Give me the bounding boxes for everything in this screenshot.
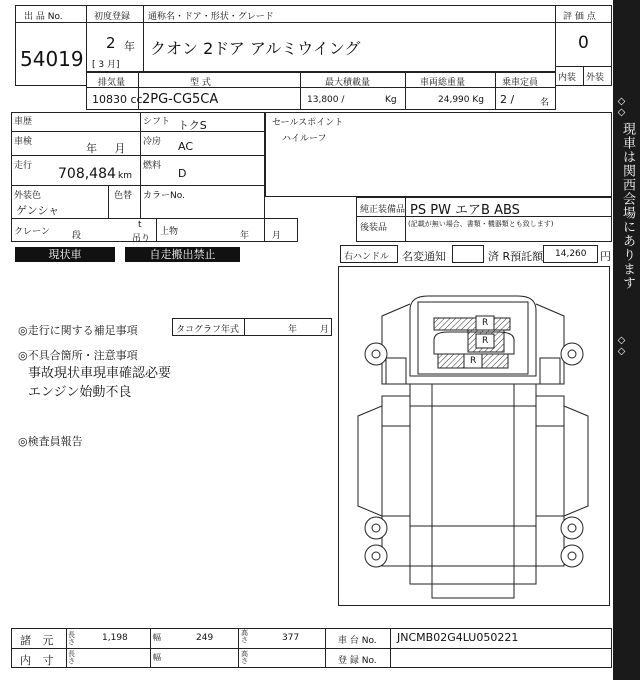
gross-weight-label: 車両総重量 [420, 78, 466, 88]
venue-notice: 現車は関西会場にあります [620, 122, 635, 290]
ext-color-value: ゲンシャ [16, 204, 60, 217]
aircon-label: 冷房 [143, 137, 162, 147]
yen-label: 円 [600, 250, 611, 263]
max-load-label: 最大積載量 [325, 78, 371, 88]
length-label: 長さ [68, 631, 75, 646]
genuine-value: PS PW エアB ABS [410, 203, 520, 218]
inner-dims-label: 内 寸 [20, 654, 54, 667]
genuine-label: 純正装備品 [360, 205, 406, 215]
height-value: 377 [282, 633, 300, 643]
displacement-value: 10830 cc [92, 93, 143, 106]
defect-1: 事故現状車現車確認必要 [28, 366, 172, 381]
max-load-value: 13,800 / [307, 95, 345, 105]
width-label: 幅 [153, 633, 161, 642]
shift-value: トクS [178, 119, 207, 132]
right-hand-label: 右ハンドル [344, 252, 390, 262]
gross-weight-value: 24,990 Kg [438, 95, 484, 105]
damage-mark-r-2: R [482, 336, 489, 346]
driving-notes-label: ◎走行に関する補足事項 [18, 324, 138, 337]
inspection-label: 車検 [14, 137, 33, 147]
dims-label: 諸 元 [20, 634, 54, 647]
inner-height-label: 高さ [241, 650, 248, 665]
fuel-value: D [178, 167, 187, 180]
chassis-label: 車 台 No. [338, 636, 377, 646]
current-car-label: 現状車 [15, 247, 115, 262]
model-value: 2PG-CG5CA [142, 92, 219, 107]
rating-label: 評 価 点 [563, 12, 596, 22]
year-unit: 年 [124, 40, 135, 53]
defect-2: エンジン始動不良 [28, 385, 132, 400]
lot-label: 出 品 No. [24, 12, 63, 22]
name-label: 通称名・ドア・形状・グレード [148, 12, 274, 22]
mileage-unit: km [118, 171, 132, 181]
upper-ym: 年 月 [240, 231, 281, 241]
color-code-label: カラーNo. [143, 191, 185, 201]
reg-no-label: 登 録 No. [338, 656, 377, 666]
rating-value: 0 [578, 33, 589, 53]
sales-point-label: セールスポイント [272, 118, 344, 128]
sales-point-value: ハイルーフ [282, 134, 327, 144]
height-label: 高さ [241, 629, 248, 644]
car-name: クオン 2ドア アルミウイング [150, 39, 361, 58]
capacity-unit: 名 [540, 98, 550, 108]
truck-diagram [338, 266, 610, 606]
aftermarket-note: (記載が無い場合、書類・機器類とも致します) [408, 220, 554, 228]
damage-mark-r-3: R [470, 356, 477, 366]
length-value: 1,198 [102, 633, 128, 643]
recycle-label: 済 R預託額 [488, 250, 544, 263]
aircon-value: AC [178, 140, 194, 153]
model-label: 型 式 [190, 78, 211, 88]
ext-color-label: 外装色 [14, 191, 42, 201]
inspector-label: ◎検査員報告 [18, 435, 83, 448]
defects-label: ◎不具合箇所・注意事項 [18, 349, 138, 362]
crane-hang: 吊り [132, 234, 151, 244]
exterior-label: 外装 [586, 73, 605, 83]
reg-month: [ 3 月] [92, 60, 120, 70]
mileage-label: 走行 [14, 161, 33, 171]
crane-stage: 段 [72, 231, 82, 241]
first-reg-label: 初度登録 [94, 12, 131, 22]
tacho-label: タコグラフ年式 [176, 325, 240, 335]
name-change-label: 名変通知 [402, 250, 446, 263]
inner-length-label: 長さ [68, 650, 75, 665]
side-diamonds-bottom: ◇◇ [616, 335, 627, 357]
chassis-value: JNCMB02G4LU050221 [397, 631, 519, 644]
interior-label: 内装 [558, 73, 577, 83]
recycle-amount: 14,260 [555, 249, 587, 259]
capacity-value: 2 / [500, 93, 515, 106]
capacity-label: 乗車定員 [502, 78, 539, 88]
displacement-label: 排気量 [98, 78, 126, 88]
mileage-value: 708,484 [58, 166, 116, 182]
venue-side-band [613, 0, 640, 680]
side-diamonds-top: ◇◇ [616, 96, 627, 118]
crane-label: クレーン [14, 227, 50, 237]
damage-mark-r-1: R [482, 318, 489, 328]
history-label: 車歴 [14, 117, 33, 127]
inner-width-label: 幅 [153, 653, 161, 662]
no-self-drive-label: 自走搬出禁止 [125, 247, 240, 262]
width-value: 249 [196, 633, 214, 643]
color-change-label: 色替 [114, 191, 133, 201]
fuel-label: 燃料 [143, 161, 162, 171]
crane-t: t [138, 220, 142, 230]
max-load-unit: Kg [385, 95, 397, 105]
aftermarket-label: 後装品 [360, 223, 388, 233]
name-change-box [452, 245, 484, 263]
tacho-ym: 年 月 [288, 325, 329, 335]
upper-label: 上物 [160, 227, 179, 237]
reg-year: 2 [106, 34, 116, 52]
inspection-value: 年 月 [86, 142, 126, 155]
lot-number: 54019 [20, 47, 84, 71]
shift-label: シフト [143, 117, 171, 127]
